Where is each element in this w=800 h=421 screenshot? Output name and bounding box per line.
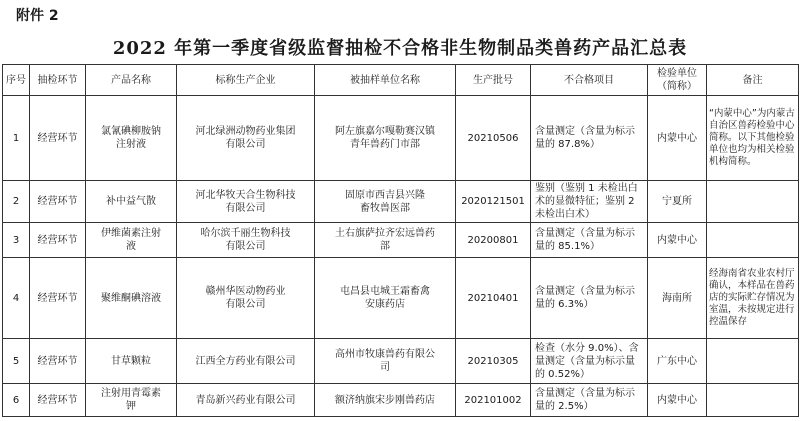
cell-stage: 经营环节	[30, 339, 86, 384]
cell-no: 2	[3, 181, 30, 223]
cell-defect-text: 含量测定（含量为标示 量的 2.5%）	[535, 388, 635, 412]
cell-batch: 20210401	[456, 258, 531, 339]
cell-lab: 内蒙中心	[648, 96, 707, 181]
cell-sampled-unit-text: 屯昌县屯城王霜畜禽 安康药店	[340, 286, 430, 310]
cell-sampled-unit	[315, 96, 456, 181]
cell-product	[86, 223, 177, 258]
cell-lab: 宁夏所	[648, 181, 707, 223]
cell-defect	[531, 339, 648, 384]
cell-manufacturer	[177, 96, 315, 181]
cell-sampled-unit-text: 额济纳旗宋步刚兽药店	[335, 394, 435, 406]
cell-product-text: 注射用青霉素 钾	[101, 388, 161, 412]
cell-sampled-unit	[315, 258, 456, 339]
cell-sampled-unit	[315, 339, 456, 384]
cell-note: 经海南省农业农村厅确认，本样品在兽药店的实际贮存情况为室温，未按规定进行控温保存	[707, 258, 799, 339]
header-sampled-unit: 被抽样单位名称	[315, 65, 456, 96]
cell-sampled-unit	[315, 181, 456, 223]
table-row	[3, 181, 799, 223]
cell-product	[86, 258, 177, 339]
cell-lab: 内蒙中心	[648, 223, 707, 258]
table-row	[3, 96, 799, 181]
cell-manufacturer-text: 赣州华医动物药业 有限公司	[205, 286, 286, 310]
header-stage: 抽检环节	[30, 65, 86, 96]
cell-product	[86, 339, 177, 384]
cell-no: 3	[3, 223, 30, 258]
header-lab-label: 检验单位 （简称）	[657, 68, 697, 92]
table-row	[3, 384, 799, 417]
cell-defect	[531, 181, 648, 223]
cell-no: 1	[3, 96, 30, 181]
cell-note	[707, 223, 799, 258]
cell-product-text: 聚维酮碘溶液	[101, 292, 161, 304]
header-product: 产品名称	[86, 65, 177, 96]
cell-no: 4	[3, 258, 30, 339]
cell-sampled-unit-text: 土右旗萨拉齐宏远兽药 部	[335, 228, 435, 252]
cell-sampled-unit-text: 高州市牧康兽药有限公 司	[335, 349, 435, 373]
cell-defect-text: 含量测定（含量为标示 量的 87.8%）	[535, 126, 635, 150]
table-row	[3, 258, 799, 339]
cell-product-text: 甘草颗粒	[111, 355, 151, 367]
cell-defect	[531, 258, 648, 339]
cell-note	[707, 181, 799, 223]
cell-manufacturer-text: 河北华牧天合生物科技 有限公司	[195, 189, 296, 214]
page-title: 2022 年第一季度省级监督抽检不合格非生物制品类兽药产品汇总表	[112, 38, 688, 59]
cell-note	[707, 339, 799, 384]
cell-product	[86, 181, 177, 223]
cell-lab: 海南所	[648, 258, 707, 339]
cell-manufacturer	[177, 223, 315, 258]
cell-note: “内蒙中心”为内蒙古自治区兽药检验中心简称。以下其他检验单位也均为相关检验机构简称。	[707, 96, 799, 181]
cell-sampled-unit-text: 固原市西吉县兴隆 畜牧兽医部	[345, 189, 425, 214]
header-batch: 生产批号	[456, 65, 531, 96]
cell-batch: 2020121501	[456, 181, 531, 223]
cell-batch: 20210506	[456, 96, 531, 181]
cell-lab: 内蒙中心	[648, 384, 707, 417]
cell-stage: 经营环节	[30, 384, 86, 417]
cell-product-text: 氯氰碘柳胺钠 注射液	[101, 126, 161, 150]
cell-manufacturer	[177, 258, 315, 339]
table-row	[3, 223, 799, 258]
cell-defect-text: 含量测定（含量为标示 量的 85.1%）	[535, 228, 635, 252]
cell-product-text: 补中益气散	[106, 196, 156, 207]
cell-product	[86, 96, 177, 181]
cell-no: 6	[3, 384, 30, 417]
cell-batch: 202101002	[456, 384, 531, 417]
defect-summary-table	[2, 64, 799, 417]
cell-manufacturer-text: 哈尔滨千丽生物科技 有限公司	[200, 228, 291, 252]
attachment-label: 附件 2	[16, 8, 59, 24]
cell-defect	[531, 223, 648, 258]
cell-defect-text: 含量测定（含量为标示 量的 6.3%）	[535, 286, 635, 310]
header-note: 备注	[707, 65, 799, 96]
cell-defect	[531, 96, 648, 181]
cell-batch: 20210305	[456, 339, 531, 384]
table-header-row	[3, 65, 799, 96]
cell-sampled-unit	[315, 384, 456, 417]
cell-product	[86, 384, 177, 417]
cell-stage: 经营环节	[30, 181, 86, 223]
cell-manufacturer	[177, 339, 315, 384]
cell-defect	[531, 384, 648, 417]
cell-note	[707, 384, 799, 417]
cell-manufacturer-text: 江西全方药业有限公司	[195, 355, 296, 367]
cell-manufacturer-text: 青岛新兴药业有限公司	[195, 394, 296, 406]
cell-sampled-unit-text: 阿左旗嘉尔嘎勒赛汉镇 青年兽药门市部	[335, 126, 435, 150]
header-no: 序号	[3, 65, 30, 96]
cell-defect-text: 鉴别（鉴别 1 未检出白 术的显微特征；鉴别 2 未检出白术）	[535, 183, 638, 220]
cell-defect-text: 检查（水分 9.0%）、含 量测定（含量为标示量 的 0.52%）	[535, 342, 639, 380]
header-lab	[648, 65, 707, 96]
table-row	[3, 339, 799, 384]
header-defect: 不合格项目	[531, 65, 648, 96]
cell-product-text: 伊维菌素注射 液	[101, 228, 161, 252]
cell-manufacturer	[177, 384, 315, 417]
cell-stage: 经营环节	[30, 258, 86, 339]
cell-lab: 广东中心	[648, 339, 707, 384]
cell-manufacturer	[177, 181, 315, 223]
cell-no: 5	[3, 339, 30, 384]
cell-batch: 20200801	[456, 223, 531, 258]
cell-stage: 经营环节	[30, 223, 86, 258]
header-manufacturer: 标称生产企业	[177, 65, 315, 96]
cell-sampled-unit	[315, 223, 456, 258]
cell-stage: 经营环节	[30, 96, 86, 181]
cell-manufacturer-text: 河北绿洲动物药业集团 有限公司	[195, 126, 296, 150]
